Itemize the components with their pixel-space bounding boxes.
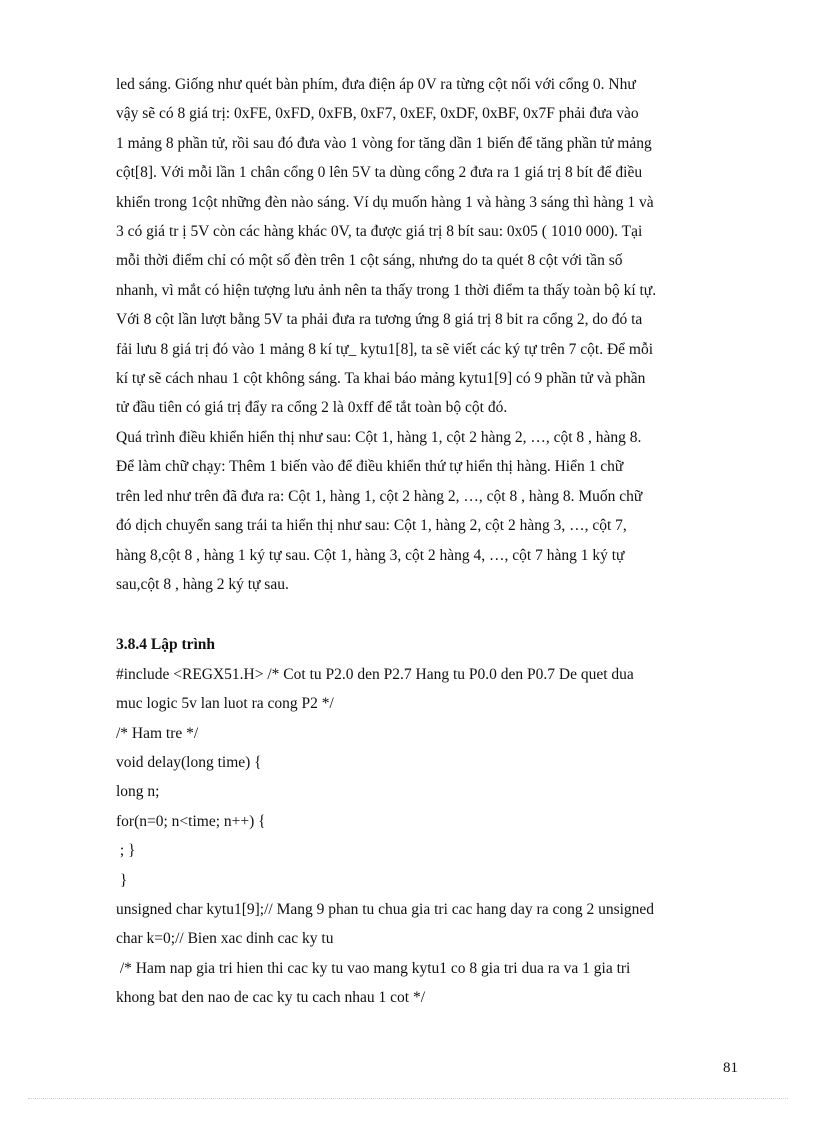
body-line: đó dịch chuyển sang trái ta hiển thị như sau: Cột 1, hàng 2, cột 2 hàng 3, …, cột 7, [116,517,627,535]
code-line: /* Ham tre */ [116,724,199,742]
body-line: Để làm chữ chạy: Thêm 1 biến vào để điều khiển thứ tự hiển thị hàng. Hiển 1 chữ [116,458,624,476]
code-line: unsigned char kytu1[9];// Mang 9 phan tu chua gia tri cac hang day ra cong 2 unsigned [116,900,655,918]
body-paragraph [116,70,744,599]
page-content [116,70,744,1013]
code-listing [116,660,744,1013]
code-line: } [116,871,128,889]
body-line: led sáng. Giống như quét bàn phím, đưa điện áp 0V ra từng cột nối với cổng 0. Như [116,76,636,93]
section-heading: 3.8.4 Lập trình [116,636,216,654]
body-line: cột[8]. Với mỗi lần 1 chân cổng 0 lên 5V ta dùng cổng 2 đưa ra 1 giá trị 8 bít để điều [116,164,643,182]
body-line: mỗi thời điểm chỉ có một số đèn trên 1 cột sáng, nhưng do ta quét 8 cột với tần số [116,252,623,270]
body-line: kí tự sẽ cách nhau 1 cột không sáng. Ta khai báo mảng kytu1[9] có 9 phần tử và phần [116,370,646,388]
code-line: for(n=0; n<time; n++) { [116,812,266,830]
page-number: 81 [723,1060,738,1076]
bottom-rule [28,1098,788,1099]
body-line: Với 8 cột lần lượt bằng 5V ta phải đưa ra tương ứng 8 giá trị 8 bit ra cổng 2, do đó ta [116,311,643,329]
body-line: sau,cột 8 , hàng 2 ký tự sau. [116,575,289,593]
code-line: /* Ham nap gia tri hien thi cac ky tu vao mang kytu1 co 8 gia tri dua ra va 1 gia tri [116,959,631,977]
body-line: fải lưu 8 giá trị đó vào 1 mảng 8 kí tự_ kytu1[8], ta sẽ viết các ký tự trên 7 cột. Để mỗi [116,340,654,358]
code-line: char k=0;// Bien xac dinh cac ky tu [116,930,334,948]
body-line: vậy sẽ có 8 giá trị: 0xFE, 0xFD, 0xFB, 0xF7, 0xEF, 0xDF, 0xBF, 0x7F phải đưa vào [116,105,639,123]
body-line: hàng 8,cột 8 , hàng 1 ký tự sau. Cột 1, hàng 3, cột 2 hàng 4, …, cột 7 hàng 1 ký tự [116,546,625,564]
body-line: Quá trình điều khiển hiển thị như sau: Cột 1, hàng 1, cột 2 hàng 2, …, cột 8 , hàng 8. [116,428,642,446]
code-line: long n; [116,783,160,801]
code-line: khong bat den nao de cac ky tu cach nhau 1 cot */ [116,989,426,1007]
body-line: 1 mảng 8 phần tử, rồi sau đó đưa vào 1 vòng for tăng dần 1 biến để tăng phần tử mảng [116,134,652,152]
code-line: muc logic 5v lan luot ra cong P2 */ [116,695,334,713]
code-line: void delay(long time) { [116,753,262,771]
body-line: 3 có giá tr ị 5V còn các hàng khác 0V, ta được giá trị 8 bít sau: 0x05 ( 1010 000). Tại [116,223,643,241]
body-line: tử đầu tiên có giá trị đẩy ra cổng 2 là 0xff để tắt toàn bộ cột đó. [116,399,508,417]
body-line: khiển trong 1cột những đèn nào sáng. Ví dụ muốn hàng 1 và hàng 3 sáng thì hàng 1 và [116,193,654,211]
code-line: ; } [116,842,136,860]
code-line: #include <REGX51.H> /* Cot tu P2.0 den P2.7 Hang tu P0.0 den P0.7 De quet dua [116,665,634,683]
body-line: nhanh, vì mắt có hiện tượng lưu ảnh nên ta thấy trong 1 thời điểm ta thấy toàn bộ kí tự. [116,281,657,299]
body-line: trên led như trên đã đưa ra: Cột 1, hàng 1, cột 2 hàng 2, …, cột 8 , hàng 8. Muốn chữ [116,487,643,505]
